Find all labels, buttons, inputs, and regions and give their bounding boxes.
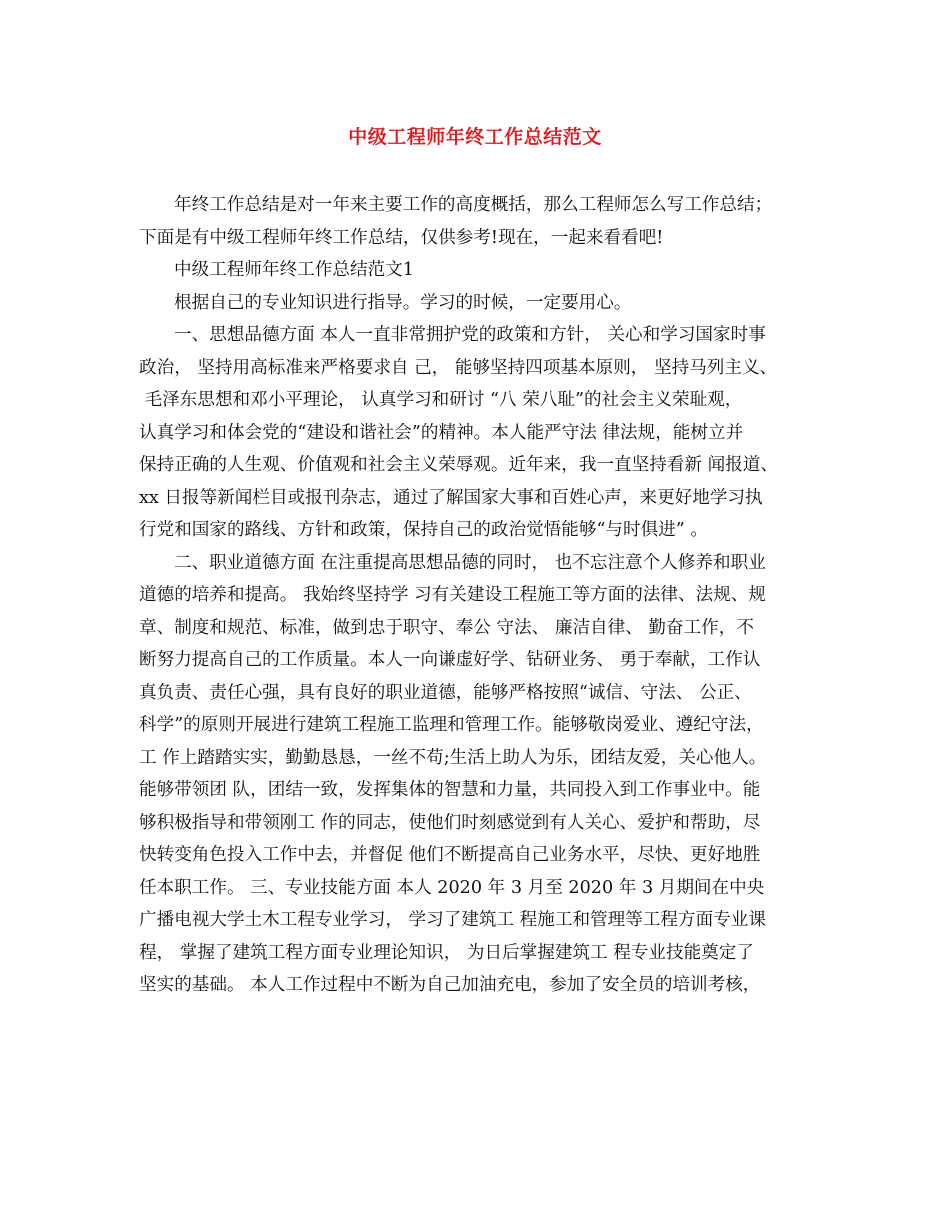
paragraph-line: 工 作上踏踏实实，勤勤恳恳，一丝不苟;生活上助人为乐，团结友爱，关心他人。: [139, 747, 767, 768]
paragraph-line: 断努力提高自己的工作质量。本人一向谦虚好学、钻研业务、 勇于奉献，工作认: [139, 650, 761, 670]
paragraph-line: 任本职工作。 三、专业技能方面 本人 2020 年 3 月至 2020 年 3 月期间在中央: [139, 877, 765, 898]
paragraph-line: 二、职业道德方面 在注重提高思想品德的同时， 也不忘注意个人修养和职业: [174, 552, 766, 573]
paragraph-line: 政治， 坚持用高标准来严格要求自 己， 能够坚持四项基本原则， 坚持马列主义、: [139, 357, 778, 378]
paragraph-line: 广播电视大学土木工程专业学习， 学习了建筑工 程施工和管理等工程方面专业课: [139, 910, 766, 930]
paragraph-line: 科学”的原则开展进行建筑工程施工监理和管理工作。能够敬岗爱业、遵纪守法，: [139, 715, 764, 735]
paragraph-line: 道德的培养和提高。 我始终坚持学 习有关建设工程施工等方面的法律、法规、规: [139, 585, 766, 605]
paragraph-line: 行党和国家的路线、方针和政策，保持自己的政治觉悟能够“与时俱进” 。: [139, 520, 708, 540]
paragraph-line: xx 日报等新闻栏目或报刊杂志，通过了解国家大事和百姓心声，来更好地学习执: [139, 487, 763, 508]
paragraph-line: 下面是有中级工程师年终工作总结，仅供参考!现在，一起来看看吧!: [139, 227, 664, 248]
paragraph-line: 保持正确的人生观、价值观和社会主义荣辱观。近年来，我一直坚持看新 闻报道、: [139, 455, 778, 475]
paragraph-line: 够积极指导和带领刚工 作的同志，使他们时刻感觉到有人关心、爱护和帮助，尽: [139, 812, 761, 833]
paragraph-line: 程， 掌握了建筑工程方面专业理论知识， 为日后掌握建筑工 程专业技能奠定了: [139, 942, 754, 963]
paragraph-line: 中级工程师年终工作总结范文1: [174, 260, 414, 280]
paragraph-line: 一、思想品德方面 本人一直非常拥护党的政策和方针， 关心和学习国家时事: [174, 325, 766, 345]
paragraph-line: 认真学习和体会党的“建设和谐社会”的精神。本人能严守法 律法规，能树立并: [139, 422, 744, 443]
paragraph-line: 能够带领团 队，团结一致，发挥集体的智慧和力量，共同投入到工作事业中。能: [139, 780, 761, 800]
document-body: [139, 189, 819, 1002]
paragraph-line: 毛泽东思想和邓小平理论， 认真学习和研讨 “八 荣八耻”的社会主义荣耻观，: [139, 390, 743, 410]
paragraph-line: 年终工作总结是对一年来主要工作的高度概括，那么工程师怎么写工作总结；: [174, 195, 773, 215]
paragraph-line: 快转变角色投入工作中去，并督促 他们不断提高自己业务水平，尽快、更好地胜: [139, 845, 761, 865]
document-title: 中级工程师年终工作总结范文: [348, 126, 602, 148]
paragraph-line: 真负责、责任心强，具有良好的职业道德，能够严格按照“诚信、守法、 公正、: [139, 682, 752, 703]
paragraph-line: 章、制度和规范、标准，做到忠于职守、奉公 守法、 廉洁自律、 勤奋工作，不: [139, 617, 754, 638]
paragraph-line: 坚实的基础。 本人工作过程中不断为自己加油充电，参加了安全员的培训考核，: [139, 975, 761, 995]
paragraph-line: 根据自己的专业知识进行指导。学习的时候，一定要用心。: [174, 292, 632, 313]
